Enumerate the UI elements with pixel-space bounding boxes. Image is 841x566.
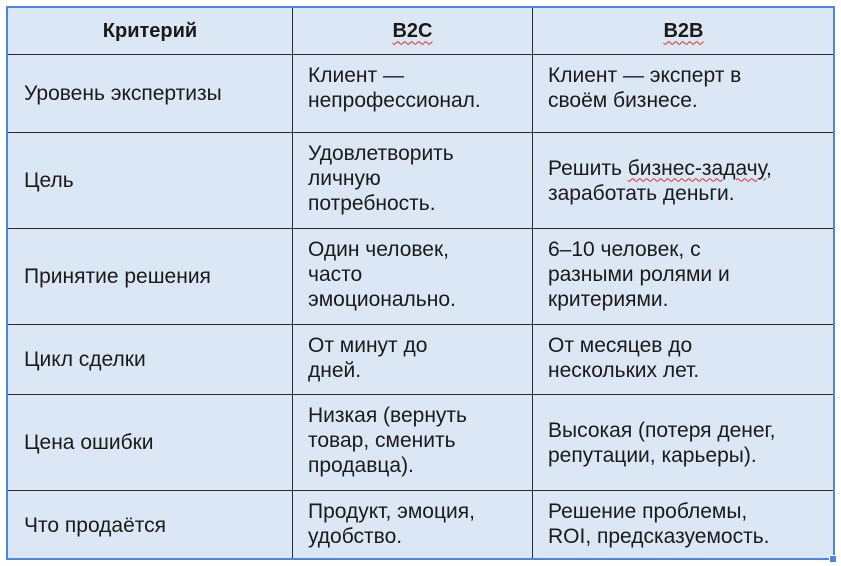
table-row — [8, 229, 835, 325]
cell-text — [548, 157, 772, 205]
cell-b2c[interactable] — [293, 133, 533, 229]
cell-criterion[interactable] — [8, 133, 293, 229]
cell-criterion[interactable] — [8, 325, 293, 395]
header-criterion[interactable] — [8, 8, 293, 55]
cell-text: 6–10 человек, с разными ролями и критериями. — [548, 238, 730, 311]
cell-text: Решение проблемы, ROI, предсказуемость. — [548, 500, 770, 548]
cell-criterion[interactable] — [8, 55, 293, 133]
cell-b2b[interactable] — [533, 229, 835, 325]
cell-text: Что продаётся — [24, 513, 167, 537]
table-row — [8, 55, 835, 133]
cell-text: От месяцев до нескольких лет. — [548, 334, 700, 382]
table-header-row — [8, 8, 835, 55]
cell-text: Высокая (потеря денег, репутации, карьеры). — [548, 418, 776, 467]
cell-text: Продукт, эмоция, удобство. — [308, 500, 475, 548]
header-criterion-label: Критерий — [102, 19, 198, 42]
cell-b2b[interactable] — [533, 325, 835, 395]
header-b2b[interactable] — [533, 8, 835, 55]
cell-b2c[interactable] — [293, 395, 533, 491]
cell-b2b[interactable] — [533, 133, 835, 229]
cell-criterion[interactable] — [8, 491, 293, 560]
cell-b2c[interactable] — [293, 229, 533, 325]
cell-text: Клиент — непрофессионал. — [308, 64, 481, 112]
cell-b2c[interactable] — [293, 325, 533, 395]
cell-text: От минут до дней. — [308, 334, 428, 382]
cell-b2b[interactable] — [533, 491, 835, 560]
table-row — [8, 133, 835, 229]
cell-b2c[interactable] — [293, 55, 533, 133]
spellcheck-marked-word[interactable]: бизнес-задачу — [627, 156, 767, 180]
cell-text-part: Решить — [548, 156, 628, 180]
cell-text: Уровень экспертизы — [24, 82, 222, 105]
cell-text: Удовлетворить личную потребность. — [308, 142, 454, 215]
table-row — [8, 395, 835, 491]
table-row — [8, 491, 835, 560]
table-row — [8, 325, 835, 395]
cell-text: Цикл сделки — [24, 348, 146, 371]
table-resize-handle[interactable] — [829, 555, 837, 563]
cell-text: Цель — [24, 169, 74, 192]
cell-criterion[interactable] — [8, 395, 293, 491]
header-b2c[interactable] — [293, 8, 533, 55]
header-b2c-label: B2C — [392, 19, 433, 42]
cell-text: Принятие решения — [24, 265, 211, 288]
comparison-table-container[interactable] — [7, 7, 834, 559]
cell-b2b[interactable] — [533, 395, 835, 491]
cell-text: Один человек, часто эмоционально. — [308, 238, 456, 311]
header-b2b-label: B2B — [663, 19, 704, 42]
cell-text-part: , заработать деньги. — [548, 156, 772, 205]
comparison-table[interactable] — [7, 7, 835, 560]
cell-b2c[interactable] — [293, 491, 533, 560]
cell-criterion[interactable] — [8, 229, 293, 325]
cell-text: Низкая (вернуть товар, сменить продавца). — [308, 404, 467, 477]
cell-text: Цена ошибки — [24, 431, 154, 454]
cell-b2b[interactable] — [533, 55, 835, 133]
cell-text: Клиент — эксперт в своём бизнесе. — [548, 64, 742, 112]
